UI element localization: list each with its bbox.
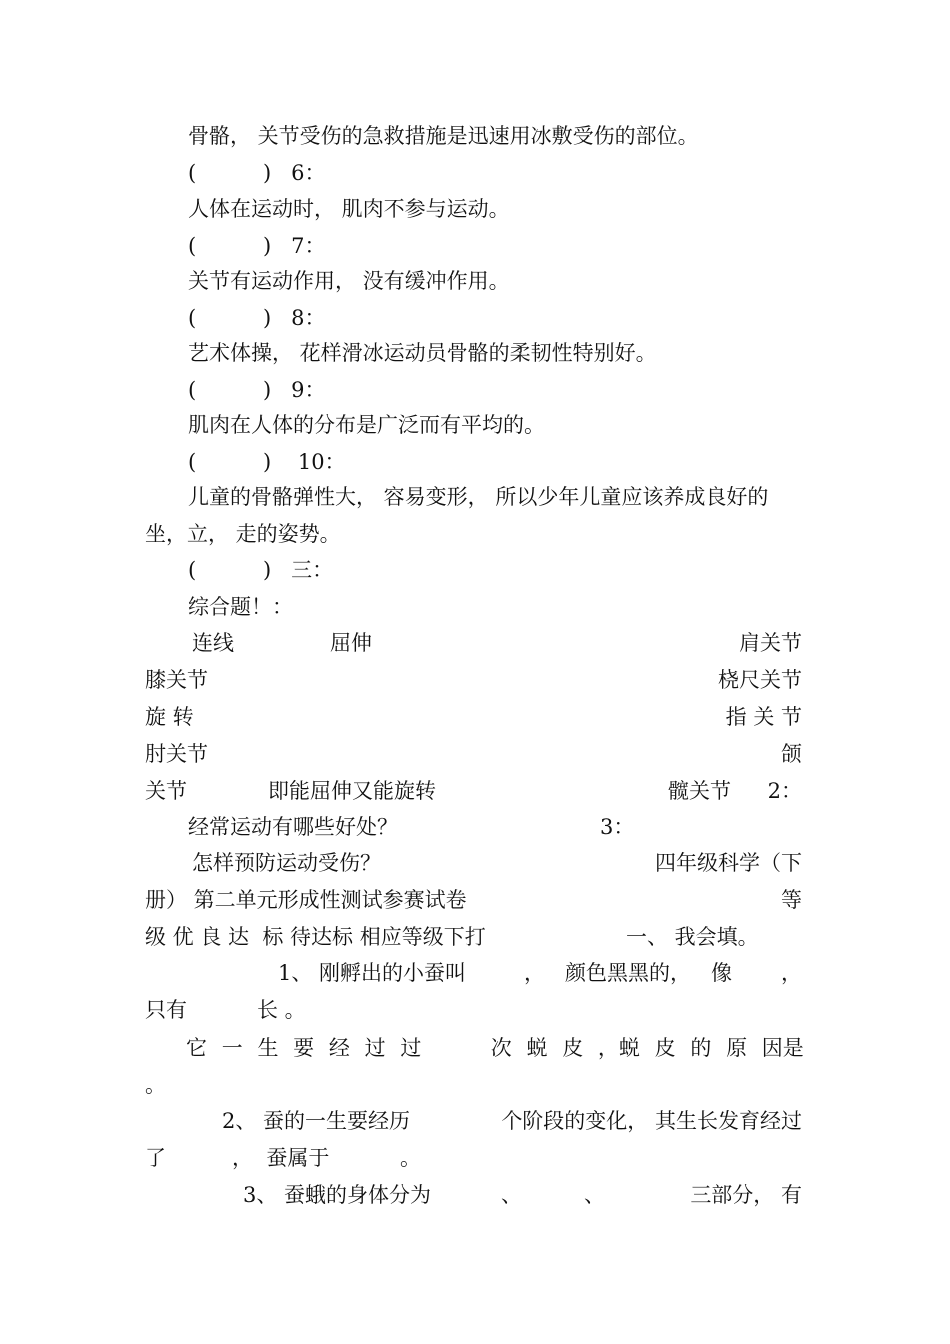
fill-question: ， 蚕属于 bbox=[232, 1146, 330, 1170]
fill-question: 3、 蚕蛾的身体分为 bbox=[243, 1183, 432, 1207]
question-text: 坐，立， 走的姿势。 bbox=[145, 522, 341, 546]
char: 生 bbox=[257, 1036, 279, 1060]
matching-item: 桡尺关节 bbox=[718, 668, 802, 692]
char: 的 bbox=[690, 1036, 712, 1060]
matching-item: 肘关节 bbox=[145, 742, 208, 766]
exam-title: 四年级科学（下 bbox=[655, 851, 802, 875]
fill-question: 个阶段的变化， 其生长发育经过 bbox=[501, 1109, 802, 1133]
section-heading: 综合题！： bbox=[188, 595, 293, 619]
char: 原 bbox=[726, 1036, 748, 1060]
blank bbox=[436, 1033, 476, 1063]
fill-question: 了 bbox=[145, 1146, 166, 1170]
answer-bracket-9: ( ) 9： bbox=[188, 378, 326, 402]
question-text: 儿童的骨骼弹性大， 容易变形， 所以少年儿童应该养成良好的 bbox=[188, 485, 769, 509]
answer-bracket-8: ( ) 8： bbox=[188, 306, 326, 330]
question-text: 艺术体操， 花样滑冰运动员骨骼的柔韧性特别好。 bbox=[188, 341, 657, 365]
fill-question: 三部分， 有 bbox=[690, 1183, 802, 1207]
question-text: 怎样预防运动受伤？ bbox=[192, 851, 381, 875]
grade-row: 级 优 良 达 标 待达标 相应等级下打 bbox=[145, 925, 486, 949]
matching-item: 关节 bbox=[145, 779, 187, 803]
char: ，蜕 bbox=[597, 1036, 640, 1060]
question-text: 人体在运动时， 肌肉不参与运动。 bbox=[188, 197, 510, 221]
matching-item: 膝关节 bbox=[145, 668, 208, 692]
fill-question: 2、 蚕的一生要经历 bbox=[222, 1109, 411, 1133]
answer-bracket-section3: ( ) 三： bbox=[188, 558, 334, 582]
char: 它 bbox=[186, 1036, 207, 1060]
char: 皮 bbox=[562, 1036, 584, 1060]
matching-item: 屈伸 bbox=[330, 631, 372, 655]
char: 次 bbox=[490, 1036, 512, 1060]
fill-question: 长 。 bbox=[257, 998, 306, 1022]
char: 一 bbox=[221, 1036, 243, 1060]
fill-question: 只有 bbox=[145, 998, 187, 1022]
matching-item: 指 关 节 bbox=[725, 705, 802, 729]
fill-question: 。 bbox=[400, 1146, 421, 1170]
matching-item: 颌 bbox=[781, 742, 802, 766]
fill-question: ， bbox=[781, 961, 802, 985]
char: 要 bbox=[293, 1036, 315, 1060]
answer-bracket-6: ( ) 6： bbox=[188, 161, 326, 185]
matching-item: 肩关节 bbox=[739, 631, 802, 655]
section-heading: 一、 我会填。 bbox=[626, 925, 759, 949]
matching-item: 即能屈伸又能旋转 bbox=[268, 779, 436, 803]
fill-question: 。 bbox=[145, 1073, 166, 1097]
char: 因是 bbox=[761, 1036, 804, 1060]
fill-question: 、 bbox=[501, 1183, 522, 1207]
char: 皮 bbox=[654, 1036, 676, 1060]
question-number: 2： bbox=[767, 779, 802, 803]
exam-title: 册） 第二单元形成性测试参赛试卷 bbox=[145, 888, 467, 912]
answer-bracket-7: ( ) 7： bbox=[188, 234, 326, 258]
char: 过 bbox=[400, 1036, 422, 1060]
grade-label: 等 bbox=[781, 888, 802, 912]
question-text: 骨骼， 关节受伤的急救措施是迅速用冰敷受伤的部位。 bbox=[188, 124, 699, 148]
question-number: 3： bbox=[600, 815, 635, 839]
answer-bracket-10: ( ) 10： bbox=[188, 450, 346, 474]
fill-question: 1、 刚孵出的小蚕叫 bbox=[278, 961, 467, 985]
fill-question-spread bbox=[186, 1033, 804, 1063]
fill-question: 、 bbox=[584, 1183, 605, 1207]
question-text: 经常运动有哪些好处？ bbox=[188, 815, 398, 839]
matching-item: 旋 转 bbox=[145, 705, 194, 729]
question-text: 关节有运动作用， 没有缓冲作用。 bbox=[188, 269, 510, 293]
matching-item: 髋关节 bbox=[668, 779, 731, 803]
matching-label: 连线 bbox=[192, 631, 234, 655]
char: 蜕 bbox=[526, 1036, 548, 1060]
char: 过 bbox=[364, 1036, 386, 1060]
char: 经 bbox=[328, 1036, 350, 1060]
fill-question: ， 颜色黑黑的， 像 bbox=[524, 961, 733, 985]
question-text: 肌肉在人体的分布是广泛而有平均的。 bbox=[188, 413, 545, 437]
